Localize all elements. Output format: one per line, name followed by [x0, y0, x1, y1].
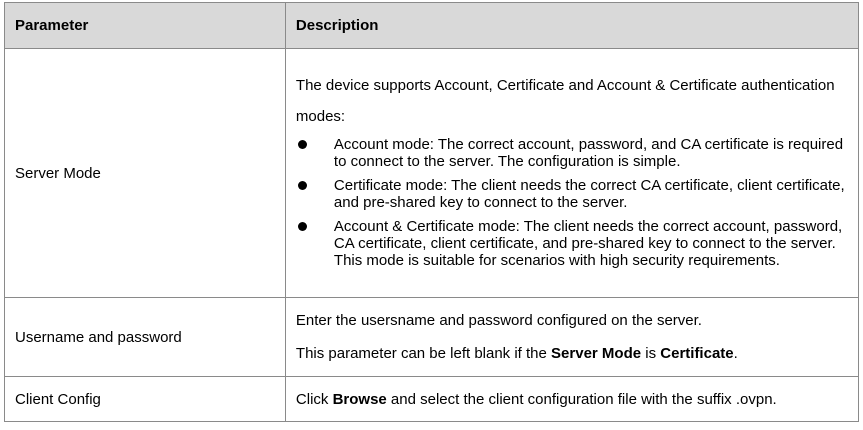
bullet-text-account: Account mode: The correct account, password, and CA certificate is required to connect to the server. The configuration is simple.: [333, 136, 844, 170]
list-item: [296, 218, 848, 269]
header-description: Description: [285, 3, 858, 49]
bold-certificate: Certificate: [660, 345, 734, 362]
bullet-text-account-certificate: Account & Certificate mode: The client needs the correct account, password, CA certificate, client certificate, and pre-shared key to connect to the server. This mode is suitable for scenarios with high security requirements.: [333, 218, 843, 269]
username-line-2: [296, 337, 848, 370]
param-server-mode: Server Mode: [5, 49, 286, 298]
param-client-config: Client Config: [5, 377, 286, 422]
bold-browse: Browse: [332, 390, 387, 408]
desc-client-config: [285, 377, 858, 422]
bullet-text-certificate: Certificate mode: The client needs the correct CA certificate, client certificate, and pre-shared key to connect to the server.: [333, 177, 845, 211]
username-line-1: Enter the usersname and password configured on the server.: [295, 312, 702, 329]
desc-username-password: [285, 298, 858, 377]
bullet-dot-icon: [298, 222, 307, 231]
table-row-server-mode: [5, 49, 859, 298]
bold-server-mode: Server Mode: [551, 345, 642, 362]
username-line-2-prefix: This parameter can be left blank if the: [295, 345, 552, 362]
list-item: [296, 136, 848, 170]
bullet-dot-icon: [298, 181, 307, 190]
desc-server-mode: [285, 49, 858, 298]
table-row-username-password: [5, 298, 859, 377]
client-config-suffix: and select the client configuration file with the suffix .ovpn.: [386, 390, 777, 408]
server-mode-intro: The device supports Account, Certificate and Account & Certificate authentication modes:: [295, 77, 835, 125]
table-header-row: [5, 3, 859, 49]
username-line-2-mid: is: [641, 345, 661, 362]
list-item: [296, 177, 848, 211]
bullet-dot-icon: [298, 140, 307, 149]
parameter-table: [4, 2, 859, 422]
server-mode-bullet-list: [296, 136, 848, 269]
param-username-password: Username and password: [5, 298, 286, 377]
client-config-prefix: Click: [295, 390, 333, 408]
table-row-client-config: [5, 377, 859, 422]
username-line-2-suffix: .: [733, 345, 738, 362]
header-parameter: Parameter: [5, 3, 286, 49]
